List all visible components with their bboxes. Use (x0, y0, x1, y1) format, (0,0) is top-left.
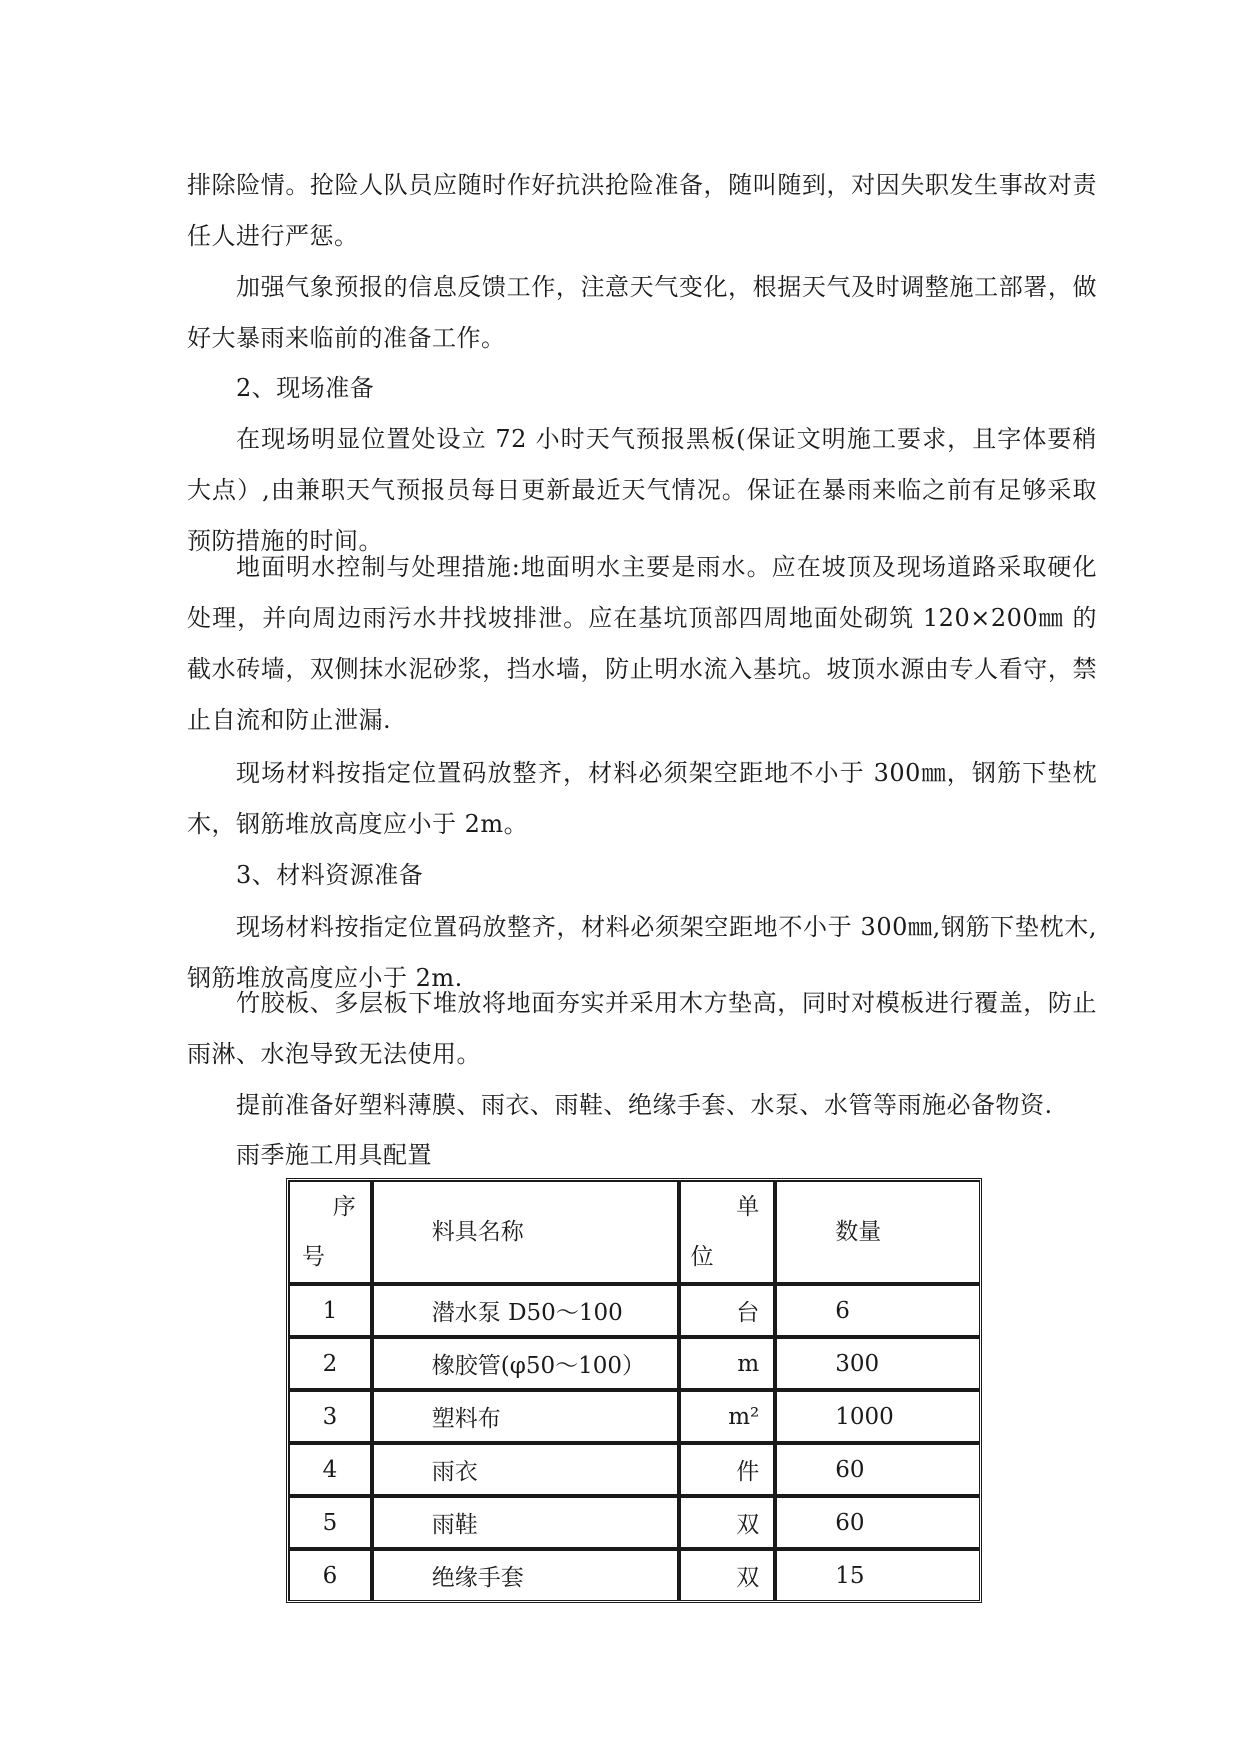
table-row (289, 1444, 979, 1497)
cell-no: 4 (289, 1444, 373, 1497)
cell-unit: m (680, 1338, 777, 1391)
header-name-label: 料具名称 (431, 1219, 524, 1245)
cell-name: 雨衣 (373, 1444, 680, 1497)
paragraph-supplies: 提前准备好塑料薄膜、雨衣、雨鞋、绝缘手套、水泵、水管等雨施必备物资. (236, 1091, 1053, 1119)
cell-unit: 双 (680, 1497, 777, 1550)
paragraph-material-storage-2: 现场材料按指定位置码放整齐，材料必须架空距地不小于 300㎜,钢筋下垫枕木,钢筋堆放高度应小于 2m. (187, 913, 1097, 992)
header-no-top: 序 (332, 1194, 356, 1220)
cell-name: 潜水泵 D50～100 (373, 1285, 680, 1338)
cell-qty: 60 (776, 1444, 979, 1497)
cell-unit: 件 (680, 1444, 777, 1497)
rainy-season-tools-table (286, 1178, 982, 1603)
paragraph-emergency: 排除险情。抢险人队员应随时作好抗洪抢险准备，随叫随到，对因失职发生事故对责任人进行严惩。 (187, 171, 1097, 250)
header-unit-bottom: 位 (690, 1244, 714, 1270)
paragraph-weather-feedback: 加强气象预报的信息反馈工作，注意天气变化，根据天气及时调整施工部署，做好大暴雨来临前的准备工作。 (187, 273, 1097, 352)
cell-qty: 15 (776, 1550, 979, 1600)
cell-unit: m² (680, 1391, 777, 1444)
cell-qty: 300 (776, 1338, 979, 1391)
table-caption: 雨季施工用具配置 (236, 1141, 432, 1169)
cell-name: 雨鞋 (373, 1497, 680, 1550)
cell-qty: 1000 (776, 1391, 979, 1444)
paragraph-formwork: 竹胶板、多层板下堆放将地面夯实并采用木方垫高，同时对模板进行覆盖，防止雨淋、水泡导致无法使用。 (187, 989, 1097, 1068)
cell-qty: 6 (776, 1285, 979, 1338)
table-row (289, 1550, 979, 1600)
section-heading-site-prep: 2、现场准备 (236, 374, 375, 402)
section-heading-material-prep: 3、材料资源准备 (236, 861, 424, 889)
cell-no: 6 (289, 1550, 373, 1600)
table-row (289, 1497, 979, 1550)
cell-name: 橡胶管(φ50～100） (373, 1338, 680, 1391)
table-row (289, 1338, 979, 1391)
cell-unit: 双 (680, 1550, 777, 1600)
header-cell-name (373, 1181, 680, 1285)
cell-unit: 台 (680, 1285, 777, 1338)
cell-qty: 60 (776, 1497, 979, 1550)
cell-name: 绝缘手套 (373, 1550, 680, 1600)
cell-no: 3 (289, 1391, 373, 1444)
header-cell-no (289, 1181, 373, 1285)
cell-no: 2 (289, 1338, 373, 1391)
cell-no: 5 (289, 1497, 373, 1550)
cell-name: 塑料布 (373, 1391, 680, 1444)
paragraph-weather-board: 在现场明显位置处设立 72 小时天气预报黑板(保证文明施工要求，且字体要稍大点）,由兼职天气预报员每日更新最近天气情况。保证在暴雨来临之前有足够采取预防措施的时间。 (187, 425, 1097, 555)
paragraph-material-storage: 现场材料按指定位置码放整齐，材料必须架空距地不小于 300㎜，钢筋下垫枕木，钢筋堆放高度应小于 2m。 (187, 759, 1097, 838)
header-no-bottom: 号 (302, 1244, 325, 1270)
header-cell-unit (680, 1181, 777, 1285)
table-row (289, 1285, 979, 1338)
paragraph-surface-water: 地面明水控制与处理措施:地面明水主要是雨水。应在坡顶及现场道路采取硬化处理，并向周边雨污水井找坡排泄。应在基坑顶部四周地面处砌筑 120×200㎜ 的截水砖墙，双侧抹水泥砂浆，挡水墙，防止明水流入基坑。坡顶水源由专人看守，禁止自流和防止泄漏. (187, 553, 1097, 734)
table-row (289, 1391, 979, 1444)
header-qty-label: 数量 (835, 1219, 882, 1245)
table-header-row (289, 1181, 979, 1285)
cell-no: 1 (289, 1285, 373, 1338)
header-unit-top: 单 (736, 1194, 760, 1220)
header-cell-qty (776, 1181, 979, 1285)
